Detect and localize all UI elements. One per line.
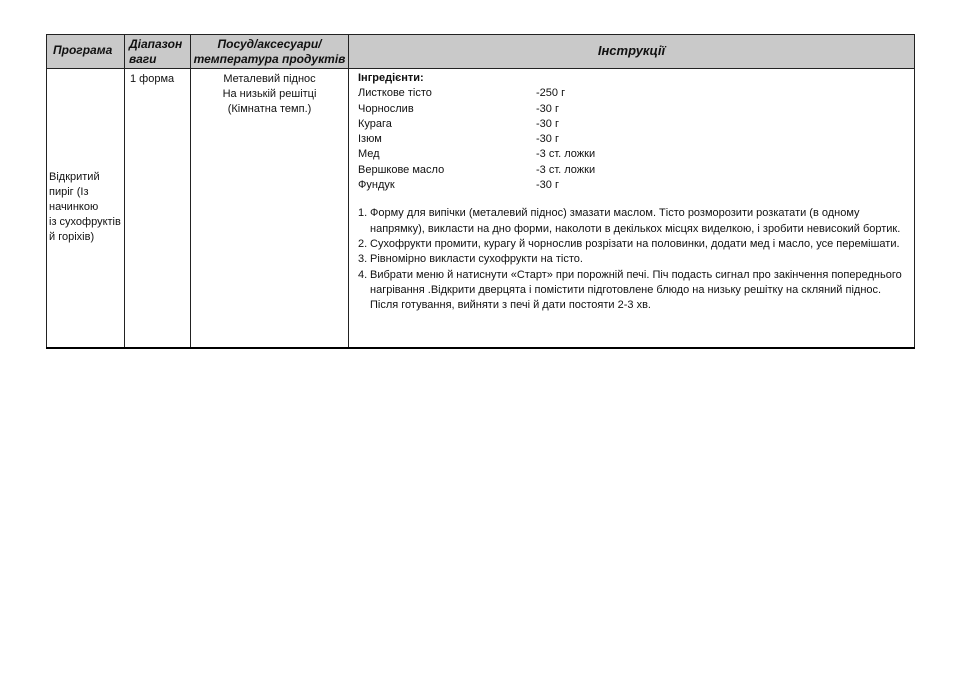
step-number: 1. — [358, 207, 368, 220]
step-text: Рівномірно викласти сухофрукти на тісто. — [370, 253, 583, 266]
step-number: 4. — [358, 268, 368, 281]
instructions-cell — [349, 69, 915, 348]
header-weight-line: ваги — [129, 52, 157, 66]
ingredient-name: Листкове тісто — [358, 87, 432, 100]
program-line: й горіхів) — [49, 231, 95, 244]
ingredient-amount: -3 ст. ложки — [536, 148, 596, 161]
ingredient-name: Фундук — [358, 179, 395, 192]
header-dish — [191, 35, 349, 69]
ingredient-item — [358, 163, 908, 178]
header-row — [47, 35, 915, 69]
step-text: Сухофрукти промити, курагу й чорнослив розрізати на половинки, додати мед і масло, усе перемішати. — [370, 237, 900, 250]
step-item — [358, 206, 908, 237]
table-row — [47, 69, 915, 348]
program-line: начинкою — [49, 201, 99, 214]
ingredient-name: Курага — [358, 117, 392, 130]
step-item — [358, 237, 908, 252]
program-line: Відкритий — [49, 171, 100, 184]
dish-cell — [191, 69, 349, 348]
step-item — [358, 268, 908, 314]
step-number: 2. — [358, 237, 368, 250]
header-instructions: Інструкції — [349, 35, 915, 69]
header-dish-line: температура продуктів — [193, 52, 346, 66]
steps-list — [358, 206, 908, 313]
header-weight-line: Діапазон — [129, 37, 183, 51]
step-text: Вибрати меню й натиснути «Старт» при порожній печі. Піч подасть сигнал про закінчення попереднього нагрівання .Відкрити дверцята і помістити підготовлене блюдо на низьку решітку на скляний піднос. Після готування, вийняти з печі й дати постояти 2-3 хв. — [370, 268, 902, 312]
header-weight — [125, 35, 191, 69]
program-cell — [47, 69, 125, 348]
ingredients-title: Інгредієнти: — [358, 72, 424, 84]
ingredient-item — [358, 86, 908, 101]
ingredient-item — [358, 102, 908, 117]
ingredient-amount: -30 г — [536, 117, 559, 130]
header-program: Програма — [47, 35, 125, 69]
program-line: пиріг (Із — [49, 186, 89, 199]
dish-line: На низькій решітці — [222, 88, 317, 100]
ingredient-amount: -250 г — [536, 87, 566, 100]
ingredient-amount: -30 г — [536, 133, 559, 146]
step-number: 3. — [358, 253, 368, 266]
header-dish-line: Посуд/аксесуари/ — [217, 37, 322, 51]
program-line: із сухофруктів — [49, 216, 121, 229]
step-item — [358, 252, 908, 267]
recipe-table — [46, 34, 915, 349]
ingredient-amount: -3 ст. ложки — [536, 163, 596, 176]
ingredient-amount: -30 г — [536, 179, 559, 192]
step-text: Форму для випічки (металевий піднос) змазати маслом. Тісто розморозити розкатати (в одному напрямку), викласти на дно форми, наколоти в декількох місцях виделкою, і зробити невисокий бортик. — [370, 207, 901, 235]
ingredient-amount: -30 г — [536, 102, 559, 115]
ingredient-item — [358, 117, 908, 132]
ingredient-name: Вершкове масло — [358, 163, 445, 176]
ingredient-item — [358, 132, 908, 147]
dish-line: (Кімнатна темп.) — [227, 103, 312, 115]
ingredient-item — [358, 178, 908, 193]
ingredient-name: Мед — [358, 148, 380, 161]
weight-cell: 1 форма — [125, 69, 191, 348]
ingredient-name: Ізюм — [358, 133, 382, 146]
ingredient-item — [358, 147, 908, 162]
dish-line: Металевий піднос — [223, 73, 316, 85]
ingredient-name: Чорнослив — [358, 102, 414, 115]
